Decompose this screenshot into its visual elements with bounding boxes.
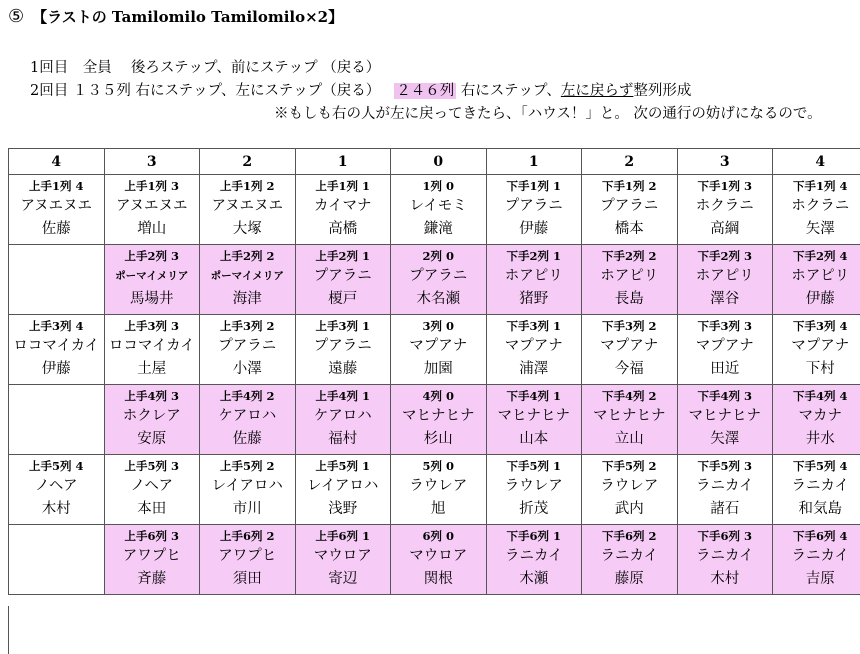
member-name: 関根	[423, 571, 453, 587]
team-name: ラウレア	[600, 478, 659, 494]
position-cell	[773, 525, 860, 595]
position-cell	[391, 525, 487, 595]
position-label: 下手4列 3	[697, 389, 752, 403]
member-name: 折茂	[519, 501, 549, 517]
column-header: 3	[104, 149, 200, 175]
team-name: マヒナヒナ	[497, 408, 570, 424]
empty-cell	[9, 525, 105, 595]
member-name: 伊藤	[805, 291, 835, 307]
position-cell	[486, 245, 582, 315]
member-name: 木瀬	[519, 571, 549, 587]
underline-no-return: 左に戻らず	[560, 83, 634, 99]
position-cell	[295, 385, 391, 455]
member-name: 遠藤	[328, 361, 358, 377]
position-cell	[9, 175, 105, 245]
position-cell	[582, 525, 678, 595]
team-name: ポーマイメリア	[210, 270, 284, 282]
team-name: マプアナ	[504, 338, 563, 354]
empty-cell	[9, 385, 105, 455]
position-label: 下手2列 1	[506, 249, 561, 263]
position-cell	[200, 455, 296, 525]
member-name: 猪野	[519, 291, 549, 307]
team-name: アヌエヌエ	[116, 198, 188, 214]
position-cell	[391, 175, 487, 245]
member-name: 長島	[614, 291, 644, 307]
position-cell	[677, 315, 773, 385]
team-name: アヌエヌエ	[211, 198, 283, 214]
team-name: アヌエヌエ	[20, 198, 92, 214]
position-cell	[104, 455, 200, 525]
position-cell	[200, 525, 296, 595]
position-label: 上手5列 1	[315, 459, 370, 473]
formation-table	[8, 148, 860, 595]
position-label: 上手5列 3	[124, 459, 179, 473]
position-label: 下手3列 1	[506, 319, 561, 333]
section-number: ⑤	[8, 6, 25, 27]
team-name: マウロア	[313, 548, 372, 564]
team-name: ロコマイカイ	[108, 338, 195, 354]
member-name: 海津	[232, 291, 262, 307]
member-name: 寄辺	[328, 571, 358, 587]
member-name: 藤原	[614, 571, 644, 587]
column-header: 0	[391, 149, 487, 175]
position-cell	[200, 385, 296, 455]
table-row	[9, 175, 860, 245]
table-bottom-area	[8, 606, 860, 654]
page-title	[8, 6, 343, 27]
team-name: ラウレア	[504, 478, 563, 494]
position-label: 4列 0	[422, 389, 454, 403]
team-name: ラニカイ	[791, 548, 850, 564]
position-label: 上手2列 1	[315, 249, 370, 263]
instruction-line-2-c: 整列形成	[633, 83, 692, 99]
member-name: 橋本	[614, 221, 644, 237]
position-cell	[486, 175, 582, 245]
member-name: 市川	[232, 501, 262, 517]
position-cell	[677, 455, 773, 525]
team-name: プアラニ	[504, 198, 563, 214]
position-cell	[104, 385, 200, 455]
column-header: 1	[486, 149, 582, 175]
member-name: 吉原	[805, 571, 835, 587]
member-name: 杉山	[423, 431, 453, 447]
position-cell	[391, 385, 487, 455]
position-label: 上手6列 2	[219, 529, 275, 543]
team-name: ホアピリ	[791, 268, 850, 284]
position-cell	[582, 455, 678, 525]
member-name: 立山	[614, 431, 644, 447]
position-cell	[486, 315, 582, 385]
member-name: 木名瀬	[416, 291, 460, 307]
team-name: プアラニ	[218, 338, 277, 354]
team-name: レイアロハ	[307, 478, 379, 494]
position-label: 上手4列 1	[315, 389, 370, 403]
position-label: 上手1列 2	[219, 179, 275, 193]
column-header: 1	[295, 149, 391, 175]
team-name: ケアロハ	[313, 408, 372, 424]
position-cell	[677, 525, 773, 595]
member-name: 伊藤	[519, 221, 549, 237]
position-cell	[104, 175, 200, 245]
position-label: 上手1列 1	[315, 179, 370, 193]
team-name: プアラニ	[600, 198, 659, 214]
position-cell	[677, 245, 773, 315]
team-name: マヒナヒナ	[402, 408, 475, 424]
column-header: 4	[773, 149, 860, 175]
position-cell	[295, 455, 391, 525]
position-cell	[773, 385, 860, 455]
member-name: 浅野	[328, 501, 358, 517]
position-cell	[486, 455, 582, 525]
position-cell	[773, 245, 860, 315]
position-label: 2列 0	[422, 249, 454, 263]
position-label: 上手3列 2	[219, 319, 275, 333]
position-label: 下手1列 1	[506, 179, 561, 193]
member-name: 高橋	[328, 221, 358, 237]
column-header: 3	[677, 149, 773, 175]
member-name: 高綱	[710, 221, 740, 237]
table-row	[9, 245, 860, 315]
position-label: 上手3列 3	[124, 319, 179, 333]
team-name: プアラニ	[409, 268, 468, 284]
position-label: 下手2列 3	[697, 249, 752, 263]
position-cell	[104, 525, 200, 595]
instruction-line-2	[30, 79, 691, 100]
team-name: ポーマイメリア	[115, 270, 189, 282]
position-cell	[104, 315, 200, 385]
team-name: ラニカイ	[600, 548, 659, 564]
position-cell	[295, 525, 391, 595]
position-cell	[391, 455, 487, 525]
member-name: 小澤	[232, 361, 262, 377]
instruction-line-2-b: 右にステップ、	[460, 83, 561, 99]
member-name: 旭	[431, 501, 446, 517]
position-label: 下手6列 1	[506, 529, 561, 543]
member-name: 木村	[41, 501, 71, 517]
member-name: 澤谷	[710, 291, 740, 307]
highlight-rows-246: ２４６列	[396, 83, 455, 99]
team-name: ホアピリ	[504, 268, 563, 284]
member-name: 矢澤	[805, 221, 835, 237]
position-label: 上手3列 1	[315, 319, 370, 333]
team-name: ホクレア	[122, 408, 181, 424]
position-label: 下手6列 2	[601, 529, 657, 543]
column-header: 2	[582, 149, 678, 175]
position-label: 6列 0	[422, 529, 454, 543]
position-label: 上手6列 1	[315, 529, 370, 543]
position-label: 下手3列 4	[792, 319, 848, 333]
position-label: 上手1列 3	[124, 179, 179, 193]
member-name: 加園	[423, 361, 453, 377]
position-cell	[9, 315, 105, 385]
member-name: 本田	[137, 501, 167, 517]
table-row	[9, 525, 860, 595]
position-label: 1列 0	[422, 179, 454, 193]
position-cell	[486, 525, 582, 595]
member-name: 増山	[137, 221, 167, 237]
member-name: 佐藤	[41, 221, 71, 237]
position-label: 上手4列 2	[219, 389, 275, 403]
team-name: ノヘア	[130, 478, 173, 494]
position-label: 上手6列 3	[124, 529, 179, 543]
member-name: 田近	[710, 361, 740, 377]
member-name: 諸石	[710, 501, 740, 517]
position-cell	[677, 175, 773, 245]
position-cell	[582, 175, 678, 245]
position-label: 下手2列 2	[601, 249, 657, 263]
team-name: ラニカイ	[695, 478, 754, 494]
position-label: 上手2列 2	[219, 249, 275, 263]
team-name: カイマナ	[313, 198, 372, 214]
position-label: 下手6列 3	[697, 529, 752, 543]
team-name: ホクラニ	[695, 198, 754, 214]
position-cell	[9, 455, 105, 525]
team-name: プアラニ	[313, 268, 372, 284]
position-cell	[582, 385, 678, 455]
team-name: マヒナヒナ	[593, 408, 666, 424]
position-label: 下手1列 2	[601, 179, 657, 193]
member-name: 井水	[805, 431, 835, 447]
empty-cell	[9, 245, 105, 315]
position-label: 下手4列 4	[792, 389, 848, 403]
team-name: ラニカイ	[695, 548, 754, 564]
team-name: レイアロハ	[211, 478, 283, 494]
position-cell	[295, 315, 391, 385]
position-cell	[582, 245, 678, 315]
position-cell	[391, 315, 487, 385]
member-name: 安原	[137, 431, 167, 447]
member-name: 鎌滝	[423, 221, 453, 237]
position-cell	[773, 315, 860, 385]
team-name: プアラニ	[313, 338, 372, 354]
member-name: 武内	[614, 501, 644, 517]
member-name: 榎戸	[328, 291, 358, 307]
table-row	[9, 385, 860, 455]
member-name: 馬場井	[130, 291, 174, 307]
table-row	[9, 455, 860, 525]
position-cell	[773, 175, 860, 245]
position-cell	[486, 385, 582, 455]
team-name: ホアピリ	[600, 268, 659, 284]
member-name: 伊藤	[41, 361, 71, 377]
instruction-line-2-a: 2回目 １３５列 右にステップ、左にステップ（戻る）	[30, 83, 381, 99]
team-name: ノヘア	[35, 478, 78, 494]
member-name: 山本	[519, 431, 549, 447]
position-label: 5列 0	[422, 459, 454, 473]
position-label: 下手5列 3	[697, 459, 752, 473]
position-label: 下手3列 3	[697, 319, 752, 333]
member-name: 今福	[614, 361, 644, 377]
position-cell	[200, 175, 296, 245]
position-label: 下手3列 2	[601, 319, 657, 333]
position-cell	[391, 245, 487, 315]
member-name: 浦澤	[519, 361, 549, 377]
member-name: 福村	[328, 431, 358, 447]
position-label: 下手4列 2	[601, 389, 657, 403]
position-cell	[582, 315, 678, 385]
position-label: 上手5列 4	[28, 459, 84, 473]
position-label: 上手3列 4	[28, 319, 84, 333]
position-cell	[295, 245, 391, 315]
team-name: ロコマイカイ	[13, 338, 100, 354]
team-name: ケアロハ	[218, 408, 277, 424]
position-label: 下手6列 4	[792, 529, 848, 543]
member-name: 矢澤	[710, 431, 740, 447]
team-name: レイモミ	[409, 198, 467, 214]
team-name: マカナ	[798, 408, 842, 424]
position-label: 下手1列 3	[697, 179, 752, 193]
member-name: 土屋	[137, 361, 167, 377]
member-name: 佐藤	[232, 431, 262, 447]
position-label: 下手2列 4	[792, 249, 848, 263]
member-name: 下村	[805, 361, 835, 377]
team-name: アワプヒ	[218, 548, 277, 564]
position-label: 上手1列 4	[28, 179, 84, 193]
team-name: ラニカイ	[791, 478, 850, 494]
position-cell	[104, 245, 200, 315]
position-label: 下手5列 4	[792, 459, 848, 473]
team-name: アワプヒ	[122, 548, 181, 564]
position-label: 下手4列 1	[506, 389, 561, 403]
position-cell	[677, 385, 773, 455]
team-name: マプアナ	[695, 338, 754, 354]
team-name: マヒナヒナ	[688, 408, 761, 424]
position-cell	[200, 315, 296, 385]
position-cell	[295, 175, 391, 245]
instruction-line-1: 1回目 全員 後ろステップ、前にステップ （戻る）	[30, 60, 381, 76]
section-title: 【ラストの Tamilomilo Tamilomilo×2】	[32, 8, 344, 26]
position-label: 下手1列 4	[792, 179, 848, 193]
column-header: 2	[200, 149, 296, 175]
member-name: 和気島	[798, 501, 842, 517]
team-name: マプアナ	[409, 338, 468, 354]
position-label: 上手5列 2	[219, 459, 275, 473]
position-cell	[773, 455, 860, 525]
position-label: 下手5列 2	[601, 459, 657, 473]
caution-note: ※もしも右の人が左に戻ってきたら、「ハウス！」と。 次の通行の妨げになるので。	[274, 106, 822, 122]
team-name: ホアピリ	[695, 268, 754, 284]
team-name: マプアナ	[791, 338, 850, 354]
team-name: マウロア	[409, 548, 468, 564]
position-cell	[200, 245, 296, 315]
position-label: 下手5列 1	[506, 459, 561, 473]
member-name: 須田	[232, 571, 262, 587]
team-name: ラニカイ	[504, 548, 563, 564]
position-label: 上手4列 3	[124, 389, 179, 403]
member-name: 大塚	[232, 221, 262, 237]
member-name: 木村	[710, 571, 740, 587]
column-header: 4	[9, 149, 105, 175]
position-label: 3列 0	[422, 319, 454, 333]
member-name: 斉藤	[137, 571, 167, 587]
header-row	[9, 149, 860, 175]
table-row	[9, 315, 860, 385]
team-name: マプアナ	[600, 338, 659, 354]
position-label: 上手2列 3	[124, 249, 179, 263]
team-name: ラウレア	[409, 478, 468, 494]
team-name: ホクラニ	[791, 198, 850, 214]
